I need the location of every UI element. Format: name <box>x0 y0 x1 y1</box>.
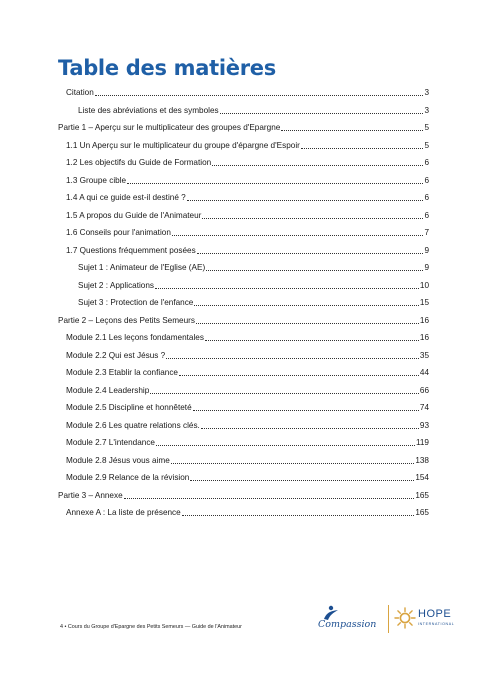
toc-entry[interactable] <box>58 119 429 133</box>
toc-entry-page-number: 44 <box>419 368 429 377</box>
toc-dot-leader <box>190 480 414 481</box>
toc-entry-label: Module 2.6 Les quatre relations clés. <box>66 420 200 430</box>
toc-entry-label: Partie 1 – Aperçu sur le multiplicateur des groupes d'Epargne <box>58 123 281 132</box>
toc-entry[interactable] <box>66 364 429 378</box>
toc-entry-label: Sujet 2 : Applications <box>78 280 155 290</box>
toc-dot-leader <box>206 270 423 271</box>
toc-entry[interactable] <box>66 154 429 168</box>
toc-entry-label: 1.4 A qui ce guide est-il destiné ? <box>66 193 186 202</box>
toc-entry-label: Partie 2 – Leçons des Petits Semeurs <box>58 315 195 325</box>
toc-entry[interactable] <box>58 487 429 501</box>
toc-dot-leader <box>171 463 415 464</box>
toc-entry[interactable] <box>66 224 429 238</box>
toc-dot-leader <box>166 358 419 359</box>
toc-dot-leader <box>212 165 423 166</box>
toc-entry[interactable] <box>66 399 429 413</box>
toc-entry[interactable] <box>66 469 429 483</box>
toc-dot-leader <box>124 498 415 499</box>
toc-entry[interactable] <box>58 312 429 326</box>
toc-entry-label: 1.6 Conseils pour l'animation <box>66 228 171 237</box>
toc-entry-label: Annexe A : La liste de présence <box>66 508 181 517</box>
toc-entry-label: Liste des abréviations et des symboles <box>78 105 219 115</box>
toc-entry[interactable] <box>66 189 429 203</box>
toc-entry-page-number: 7 <box>424 228 429 237</box>
toc-entry[interactable] <box>66 242 429 256</box>
toc-entry-page-number: 74 <box>419 403 429 412</box>
toc-entry[interactable] <box>78 277 429 291</box>
toc-entry-page-number: 15 <box>419 298 429 307</box>
toc-entry-label: Module 2.4 Leadership <box>66 385 150 395</box>
toc-entry-page-number: 165 <box>415 490 429 500</box>
toc-entry-page-number: 66 <box>419 385 429 395</box>
toc-dot-leader <box>201 428 419 429</box>
sun-icon <box>394 607 416 629</box>
toc-dot-leader <box>194 305 419 306</box>
toc-dot-leader <box>197 253 424 254</box>
partner-logos <box>318 603 458 637</box>
toc-entry[interactable] <box>66 504 429 518</box>
toc-entry-label: Module 2.7 L'intendance <box>66 438 155 447</box>
toc-entry-page-number: 93 <box>419 420 429 430</box>
toc-entry[interactable] <box>66 452 429 466</box>
toc-entry-label: Citation <box>66 88 94 97</box>
compassion-logo-text: Compassion <box>318 619 377 630</box>
toc-entry-label: Sujet 1 : Animateur de l'Eglise (AE) <box>78 263 206 272</box>
toc-entry[interactable] <box>66 329 429 343</box>
logo-divider <box>388 605 389 633</box>
toc-entry-page-number: 6 <box>424 210 429 220</box>
toc-dot-leader <box>196 323 419 324</box>
toc-entry-label: Module 2.2 Qui est Jésus ? <box>66 350 166 360</box>
toc-entry-label: Partie 3 – Annexe <box>58 490 123 500</box>
toc-entry-page-number: 16 <box>419 333 429 342</box>
toc-dot-leader <box>281 130 423 131</box>
toc-dot-leader <box>182 515 415 516</box>
toc-dot-leader <box>155 288 419 289</box>
page-title: Table des matières <box>58 56 276 80</box>
toc-entry-label: Module 2.5 Discipline et honnêteté <box>66 403 192 412</box>
toc-entry-label: 1.7 Questions fréquemment posées <box>66 245 196 255</box>
toc-entry-page-number: 5 <box>424 123 429 132</box>
toc-entry[interactable] <box>66 347 429 361</box>
toc-dot-leader <box>95 95 424 96</box>
toc-entry-page-number: 138 <box>415 455 429 465</box>
toc-dot-leader <box>202 218 423 219</box>
toc-entry-page-number: 154 <box>415 473 429 482</box>
toc-entry-page-number: 9 <box>424 245 429 255</box>
toc-dot-leader <box>220 113 424 114</box>
toc-dot-leader <box>156 445 415 446</box>
toc-entry-page-number: 10 <box>419 280 429 290</box>
toc-dot-leader <box>127 183 423 184</box>
toc-entry-label: Module 2.1 Les leçons fondamentales <box>66 333 204 342</box>
toc-entry[interactable] <box>78 259 429 273</box>
toc-entry-page-number: 9 <box>424 263 429 272</box>
toc-entry-page-number: 5 <box>424 140 429 150</box>
toc-entry-label: 1.1 Un Aperçu sur le multiplicateur du groupe d'épargne d'Espoir <box>66 140 300 150</box>
toc-entry-label: Module 2.9 Relance de la révision <box>66 473 190 482</box>
toc-entry-label: Module 2.8 Jésus vous aime <box>66 455 170 465</box>
toc-entry-label: 1.3 Groupe cible <box>66 175 127 185</box>
toc-entry-label: Module 2.3 Etablir la confiance <box>66 368 178 377</box>
toc-entry[interactable] <box>66 84 429 98</box>
toc-entry-label: 1.2 Les objectifs du Guide de Formation <box>66 158 212 167</box>
toc-dot-leader <box>187 200 424 201</box>
toc-entry[interactable] <box>78 294 429 308</box>
toc-entry-page-number: 3 <box>424 88 429 97</box>
toc-entry[interactable] <box>66 382 429 396</box>
toc-entry[interactable] <box>66 434 429 448</box>
toc-entry[interactable] <box>66 137 429 151</box>
toc-entry-page-number: 6 <box>424 175 429 185</box>
toc-entry[interactable] <box>78 102 429 116</box>
page-footer: 4 • Cours du Groupe d'Epargne des Petits Semeurs — Guide de l'Animateur <box>60 624 242 630</box>
toc-dot-leader <box>179 375 419 376</box>
toc-entry-page-number: 3 <box>424 105 429 115</box>
hope-logo-subtext: INTERNATIONAL <box>418 622 455 626</box>
toc-entry-page-number: 35 <box>419 350 429 360</box>
toc-dot-leader <box>193 410 419 411</box>
toc-dot-leader <box>172 235 424 236</box>
toc-dot-leader <box>301 148 424 149</box>
toc-entry-page-number: 119 <box>415 438 429 447</box>
toc-entry[interactable] <box>66 207 429 221</box>
toc-entry[interactable] <box>66 172 429 186</box>
toc-entry-page-number: 6 <box>424 158 429 167</box>
toc-entry-page-number: 6 <box>424 193 429 202</box>
toc-entry[interactable] <box>66 417 429 431</box>
toc-entry-label: 1.5 A propos du Guide de l'Animateur <box>66 210 202 220</box>
hope-logo-text: HOPE <box>418 608 452 620</box>
toc-dot-leader <box>150 393 419 394</box>
toc-entry-page-number: 16 <box>419 315 429 325</box>
toc-dot-leader <box>205 340 419 341</box>
toc-entry-label: Sujet 3 : Protection de l'enfance <box>78 298 194 307</box>
toc-entry-page-number: 165 <box>415 508 429 517</box>
